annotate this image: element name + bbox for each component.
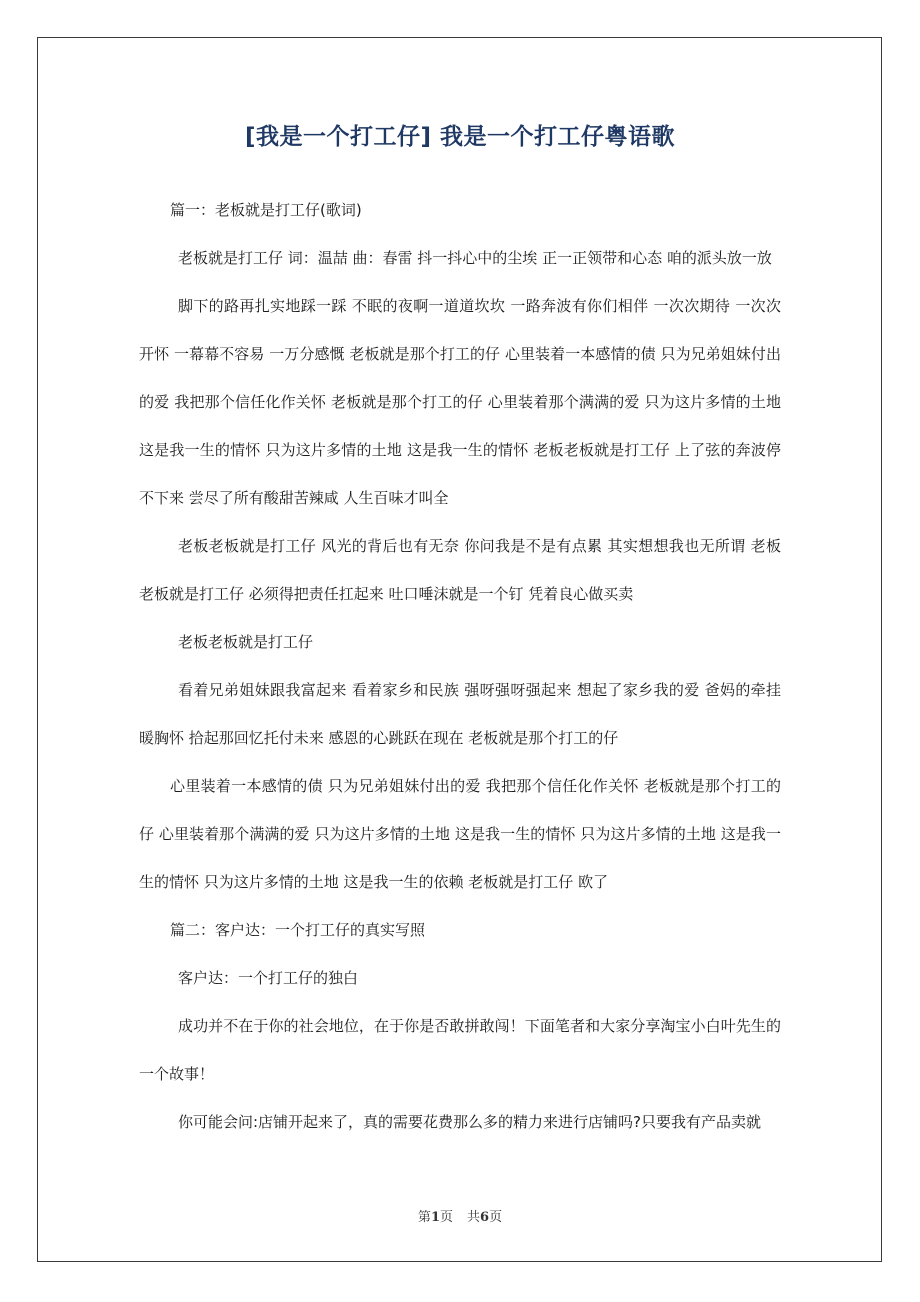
paragraph: 篇二：客户达：一个打工仔的真实写照 — [170, 921, 426, 939]
paragraph: 客户达：一个打工仔的独白 — [178, 969, 359, 987]
page-total: 共6页 — [467, 1210, 503, 1225]
document-title: [我是一个打工仔] 我是一个打工仔粤语歌 — [244, 124, 676, 150]
page-footer — [0, 1206, 920, 1225]
paragraph: 看着兄弟姐妹跟我富起来 看着家乡和民族 强呀强呀强起来 想起了家乡我的爱 爸妈的牵挂暖胸怀 拾起那回忆托付未来 感恩的心跳跃在现在 老板就是那个打工的仔 — [139, 681, 781, 747]
paragraph: 脚下的路再扎实地踩一踩 不眠的夜啊一道道坎坎 一路奔波有你们相伴 一次次期待 一次次开怀 一幕幕不容易 一万分感慨 老板就是那个打工的仔 心里装着一本感情的债 只为兄弟姐妹付出的爱 我把那个信任化作关怀 老板就是那个打工的仔 心里装着那个满满的爱 只为这片多情的土地 这是我一生的情怀 只为这片多情的土地 这是我一生的情怀 老板老板就是打工仔 上了弦的奔波停不下来 尝尽了所有酸甜苦辣咸 人生百味才叫全 — [139, 297, 781, 507]
paragraph: 心里装着一本感情的债 只为兄弟姐妹付出的爱 我把那个信任化作关怀 老板就是那个打工的仔 心里装着那个满满的爱 只为这片多情的土地 这是我一生的情怀 只为这片多情的土地 这是我一生的情怀 只为这片多情的土地 这是我一生的依赖 老板就是打工仔 欧了 — [139, 777, 781, 891]
paragraph: 篇一：老板就是打工仔(歌词) — [170, 201, 362, 219]
page-number: 第1页 — [417, 1210, 453, 1225]
paragraph: 成功并不在于你的社会地位，在于你是否敢拼敢闯！下面笔者和大家分享淘宝小白叶先生的一个故事！ — [139, 1017, 781, 1083]
paragraph: 老板老板就是打工仔 风光的背后也有无奈 你问我是不是有点累 其实想想我也无所谓 老板老板就是打工仔 必须得把责任扛起来 吐口唾沫就是一个钉 凭着良心做买卖 — [139, 537, 781, 603]
paragraph: 老板老板就是打工仔 — [178, 633, 314, 651]
paragraph: 老板就是打工仔 词：温喆 曲：春雷 抖一抖心中的尘埃 正一正领带和心态 咱的派头放一放 — [178, 249, 772, 267]
document-body — [139, 186, 781, 1146]
paragraph: 你可能会问:店铺开起来了，真的需要花费那么多的精力来进行店铺吗?只要我有产品卖就 — [178, 1113, 762, 1131]
